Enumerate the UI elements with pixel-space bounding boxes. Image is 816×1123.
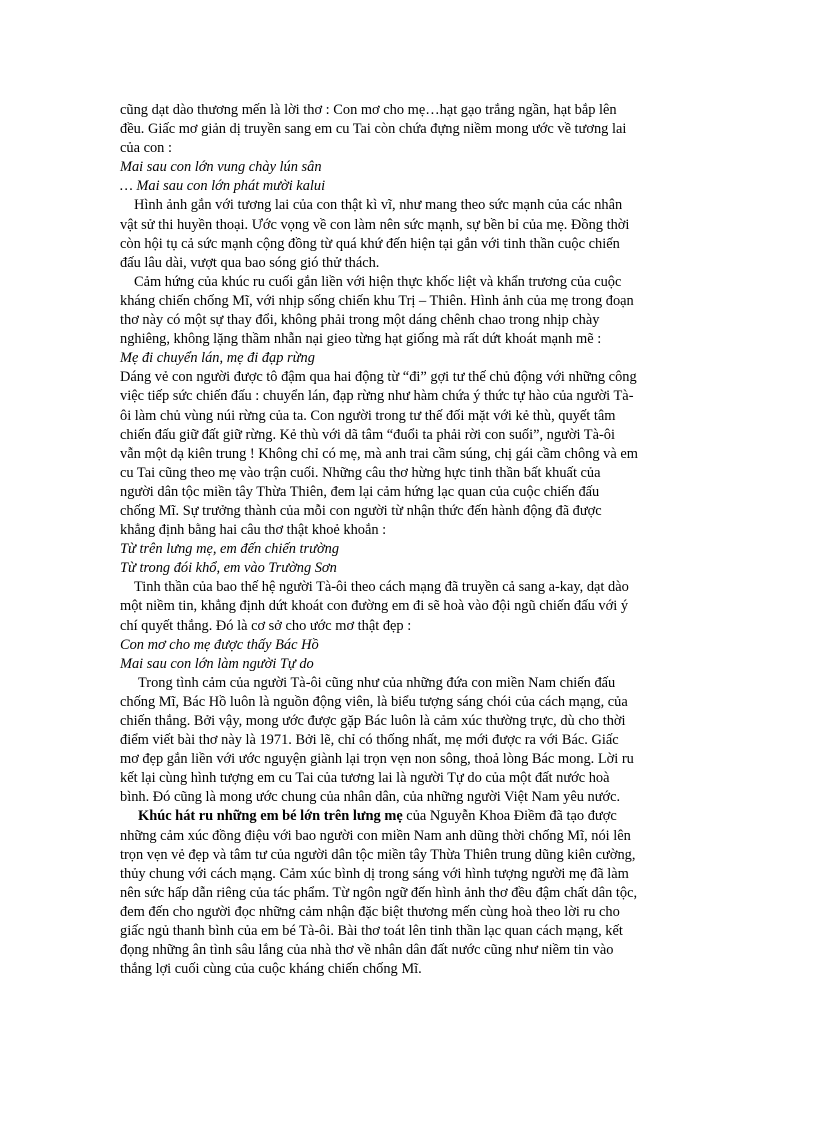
paragraph-line: trọn vẹn vẻ đẹp và tâm tư của người dân tộc miền tây Thừa Thiên trung dũng kiên cường, bbox=[120, 846, 636, 863]
paragraph-line: những cảm xúc đồng điệu với bao người con miền Nam anh dũng thời chống Mĩ, nói lên bbox=[120, 827, 631, 844]
paragraph-line: việc tiếp sức chiến đấu : chuyển lán, đạp rừng như hàm chứa ý thức tự hào của người Tà- bbox=[120, 388, 634, 405]
verse-line: Mẹ đi chuyển lán, mẹ đi đạp rừng bbox=[120, 350, 315, 367]
paragraph-line: đem đến cho người đọc những cảm nhận đặc biệt thương mến cùng hoà theo lời ru cho bbox=[120, 903, 620, 920]
paragraph bbox=[120, 578, 695, 635]
verse-block bbox=[120, 349, 695, 368]
verse-block bbox=[120, 540, 695, 578]
verse-line: Từ trên lưng mẹ, em đến chiến trường bbox=[120, 541, 340, 558]
paragraph-line: giấc ngủ thanh bình của em bé Tà-ôi. Bài thơ toát lên tinh thần lạc quan cách mạng, kết bbox=[120, 923, 623, 940]
paragraph-line: ôi làm chủ vùng núi rừng của ta. Con người trong tư thế đối mặt với kẻ thù, quyết tâm bbox=[120, 407, 616, 424]
paragraph-line: chống Mĩ. Sự trưởng thành của mỗi con người từ nhận thức đến hành động đã được bbox=[120, 502, 602, 519]
paragraph-line: Tinh thần của bao thế hệ người Tà-ôi theo cách mạng đã truyền cả sang a-kay, dạt dào bbox=[134, 579, 629, 596]
paragraph bbox=[120, 273, 695, 349]
paragraph-line: kết lại cùng hình tượng em cu Tai của tương lai là người Tự do của một đất nước hoà bbox=[120, 770, 610, 787]
paragraph-line: thơ này có một sự thay đổi, không phải trong một dáng chênh chao trong nhịp chày bbox=[120, 312, 600, 329]
paragraph-line: bình. Đó cũng là mong ước chung của nhân dân, của những người Việt Nam yêu nước. bbox=[120, 789, 621, 806]
paragraph-line: điểm viết bài thơ này là 1971. Bởi lẽ, chỉ có thống nhất, mẹ mới được ra với Bác. Giấc bbox=[120, 732, 619, 749]
paragraph-line: chống Mĩ, Bác Hồ luôn là nguồn động viên, là biểu tượng sáng chói của cách mạng, của bbox=[120, 693, 628, 710]
paragraph-line: của con : bbox=[120, 140, 172, 157]
paragraph-line: Cảm hứng của khúc ru cuối gắn liền với hiện thực khốc liệt và khẩn trương của cuộc bbox=[134, 273, 622, 290]
paragraph-line: Hình ảnh gắn với tương lai của con thật kì vĩ, như mang theo sức mạnh của các nhân bbox=[134, 197, 623, 214]
paragraph-line bbox=[120, 807, 695, 826]
paragraph bbox=[120, 674, 695, 808]
paragraph-line: đọng những ân tình sâu lắng của nhà thơ về nhân dân đất nước cũng như niềm tin vào bbox=[120, 942, 614, 959]
verse-block bbox=[120, 636, 695, 674]
verse-block bbox=[120, 158, 695, 196]
paragraph-line: còn hội tụ cả sức mạnh cộng đồng từ quá khứ đến hiện tại gắn với tinh thần cuộc chiến bbox=[120, 235, 620, 252]
paragraph-line: vẫn một dạ kiên trung ! Không chỉ có mẹ, mà anh trai cầm súng, chị gái cầm chông và em bbox=[120, 445, 638, 462]
verse-line: … Mai sau con lớn phát mười kalui bbox=[120, 178, 326, 195]
paragraph-line: Dáng vẻ con người được tô đậm qua hai động từ “đi” gợi tư thế chủ động với những công bbox=[120, 369, 637, 386]
paragraph-line: thủy chung với cách mạng. Cảm xúc bình dị trong sáng với hình tượng người mẹ đã làm bbox=[120, 865, 629, 882]
paragraph-line: nghiêng, không lặng thầm nhẫn nại gieo từng hạt giống mà rất dứt khoát mạnh mẽ : bbox=[120, 331, 602, 348]
verse-line: Con mơ cho mẹ được thấy Bác Hồ bbox=[120, 636, 319, 653]
paragraph-line: vật sử thi huyền thoại. Ước vọng về con làm nên sức mạnh, sự bền bỉ của mẹ. Đồng thời bbox=[120, 216, 630, 233]
paragraph bbox=[120, 196, 695, 272]
paragraph-line: cũng dạt dào thương mến là lời thơ : Con mơ cho mẹ…hạt gạo trắng ngần, hạt bắp lên bbox=[120, 102, 617, 118]
paragraph-line: mơ đẹp gắn liền với ước nguyện giành lại trọn vẹn non sông, thoả lòng Bác mong. Lời ru bbox=[120, 751, 634, 768]
paragraph bbox=[120, 101, 695, 158]
paragraph-line: kháng chiến chống Mĩ, với nhịp sống chiến khu Trị – Thiên. Hình ảnh của mẹ trong đoạn bbox=[120, 292, 634, 309]
paragraph-line: thắng lợi cuối cùng của cuộc kháng chiến chống Mĩ. bbox=[120, 961, 422, 978]
paragraph-line: người dân tộc miền tây Thừa Thiên, đem lại cảm hứng lạc quan của cuộc chiến đấu bbox=[120, 483, 600, 500]
paragraph-line: một niềm tin, khẳng định dứt khoát con đường em đi sẽ hoà vào đội ngũ chiến đấu với ý bbox=[120, 598, 629, 615]
poem-title: Khúc hát ru những em bé lớn trên lưng mẹ bbox=[138, 808, 403, 825]
paragraph bbox=[120, 368, 695, 540]
paragraph-line: cu Tai cũng theo mẹ vào trận cuối. Những câu thơ hừng hực tinh thần bất khuất của bbox=[120, 464, 601, 481]
paragraph bbox=[120, 807, 695, 979]
document-page bbox=[120, 101, 695, 979]
paragraph-line: Trong tình cảm của người Tà-ôi cũng như của những đứa con miền Nam chiến đấu bbox=[138, 674, 616, 691]
paragraph-text: của Nguyễn Khoa Điềm đã tạo được bbox=[402, 808, 617, 825]
paragraph-line: khẳng định bằng hai câu thơ thật khoẻ khoắn : bbox=[120, 522, 387, 539]
paragraph-line: đều. Giấc mơ giản dị truyền sang em cu Tai còn chứa đựng niềm mong ước về tương lai bbox=[120, 121, 627, 138]
paragraph-line: chiến thắng. Bởi vậy, mong ước được gặp Bác luôn là cảm xúc thường trực, dù cho thời bbox=[120, 713, 626, 729]
paragraph-line: nên sức hấp dẫn riêng của tác phẩm. Từ ngôn ngữ đến hình ảnh thơ đều đậm chất dân tộc, bbox=[120, 884, 638, 901]
paragraph-line: chiến đấu giữ đất giữ rừng. Kẻ thù với dã tâm “đuổi ta phải rời con suối”, người Tà-ôi bbox=[120, 426, 615, 443]
paragraph-line: đấu lâu dài, vượt qua bao sóng gió thử thách. bbox=[120, 254, 380, 271]
verse-line: Mai sau con lớn vung chày lún sân bbox=[120, 159, 322, 176]
verse-line: Mai sau con lớn làm người Tự do bbox=[120, 655, 314, 672]
paragraph-line: chí quyết thắng. Đó là cơ sở cho ước mơ thật đẹp : bbox=[120, 617, 412, 634]
verse-line: Từ trong đói khổ, em vào Trường Sơn bbox=[120, 560, 337, 577]
